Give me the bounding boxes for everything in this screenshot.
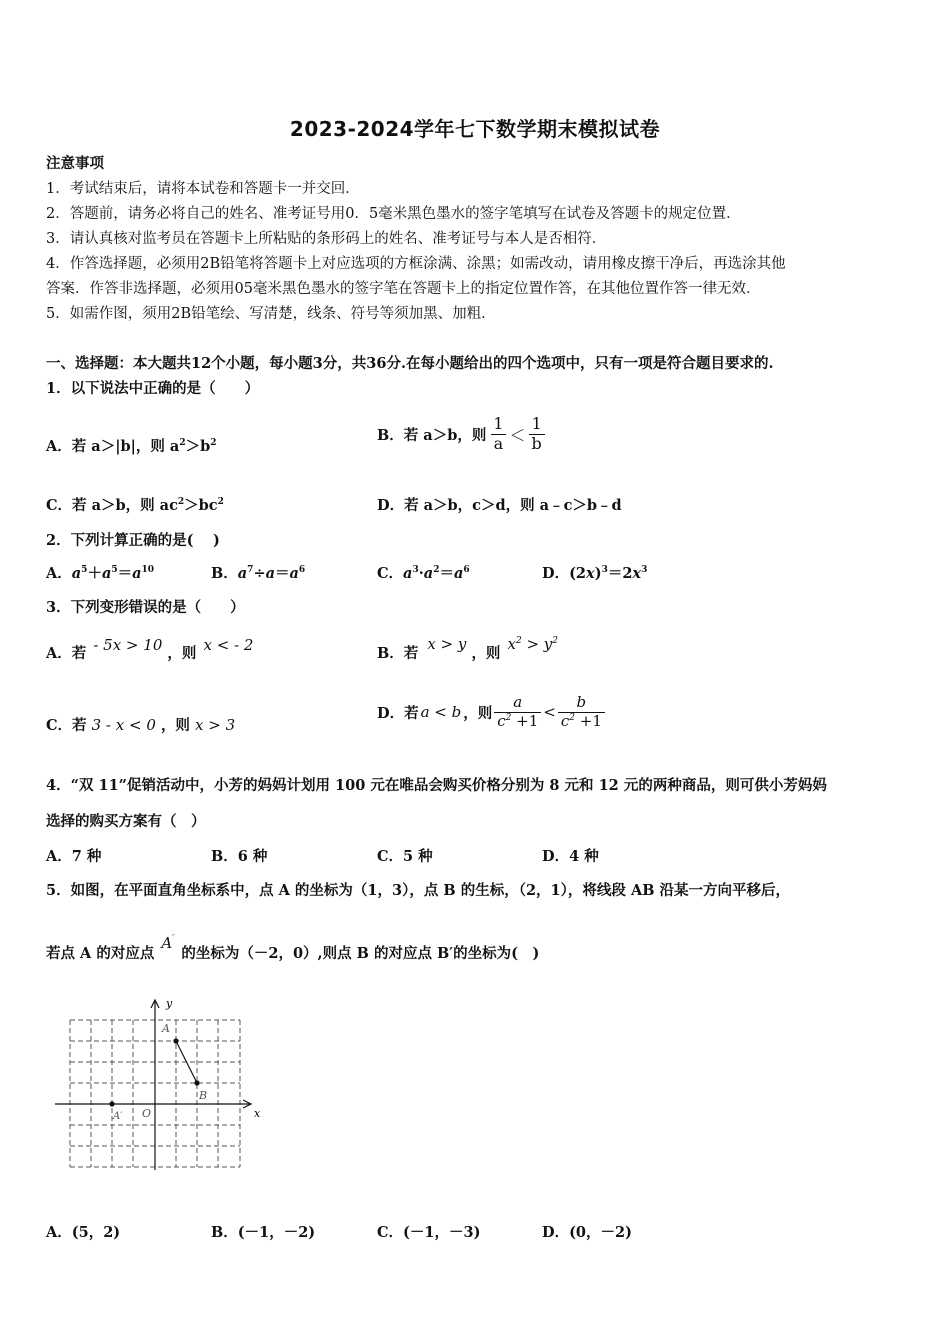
q5-line-2: 若点 A 的对应点 A′ 的坐标为（－2，0）,则点 B 的对应点 B′的坐标为( ) (46, 934, 540, 962)
origin-label: O (142, 1107, 152, 1120)
notice-item-4-cont: 答案．作答非选择题，必须用05毫米黑色墨水的签字笔在答题卡上的指定位置作答，在其他位置作答一律无效． (46, 281, 761, 297)
q3-stem: 3．下列变形错误的是（ ） (46, 599, 245, 616)
y-axis-label: y (166, 997, 173, 1010)
notice-item-2: 2．答题前，请务必将自己的姓名、准考证号用0．5毫米黑色墨水的签字笔填写在试卷及答题卡的规定位置． (46, 206, 741, 222)
q1-option-d: D．若 a＞b，c＞d，则 a﹣c＞b﹣d (377, 497, 622, 514)
x-axis-label: x (254, 1107, 261, 1120)
q4-line-2: 选择的购买方案有（ ） (46, 813, 206, 830)
page-title: 2023-2024学年七下数学期末模拟试卷 (289, 117, 661, 141)
notice-heading: 注意事项 (46, 155, 104, 172)
q5-option-c: C．(－1，－3) (377, 1224, 481, 1241)
q2-option-a: A．$a^5+a^5=a^{10}$ (46, 565, 155, 582)
q2-option-c: C．$a^3\cdot a^2=a^6$ (377, 565, 470, 582)
q3-option-b: B．若 x > y ，则 $x^2 > y^2$ (377, 635, 559, 662)
fraction-a-over-c2-plus-1: $\frac{a}{c^2 +1}$ (494, 694, 541, 730)
q4-option-c: C．5 种 (377, 848, 433, 865)
point-b (194, 1080, 199, 1085)
q3-option-d: D．若 a < b ，则 $\frac{a}{c^2 +1}$ < $\frac{b}{c^2 +1}$ (377, 686, 605, 738)
q2-stem: 2．下列计算正确的是( ) (46, 532, 220, 549)
q3-option-c: C．若 3 - x < 0 ，则 x > 3 (46, 716, 236, 734)
point-a-prime-label: A′ (113, 1111, 123, 1122)
fraction-1-over-a: $\frac{1}{a}$ (490, 415, 506, 453)
q5-option-b: B．(－1，－2) (211, 1224, 316, 1241)
q5-option-d: D．(0，－2) (542, 1224, 632, 1241)
point-a-prime (109, 1101, 114, 1106)
notice-item-3: 3．请认真核对监考员在答题卡上所粘贴的条形码上的姓名、准考证号与本人是否相符． (46, 231, 607, 247)
q3-option-a: A．若 - 5x > 10 ，则 x < - 2 (46, 636, 254, 662)
notice-item-5: 5．如需作图，须用2B铅笔绘、写清楚，线条、符号等须加黑、加粗． (46, 306, 496, 322)
point-b-label: B (199, 1089, 208, 1102)
q2-option-d: D．$(2x)^3=2x^3$ (542, 565, 648, 582)
notice-item-1: 1．考试结束后，请将本试卷和答题卡一并交回． (46, 181, 360, 197)
q5-option-a: A．(5，2) (46, 1224, 121, 1241)
q4-line-1: 4．“双 11”促销活动中，小芳的妈妈计划用 100 元在唯品会购买价格分别为 8 元和 12 元的两种商品，则可供小芳妈妈 (46, 777, 827, 794)
q4-option-b: B．6 种 (211, 848, 268, 865)
fraction-b-over-c2-plus-1: $\frac{b}{c^2 +1}$ (558, 694, 605, 730)
a-prime-symbol: A′ (161, 934, 175, 952)
notice-item-4: 4．作答选择题，必须用2B铅笔将答题卡上对应选项的方框涂满、涂黑；如需改动，请用橡皮擦干净后，再选涂其他 (46, 256, 786, 272)
coordinate-figure (50, 995, 280, 1180)
point-a (173, 1038, 178, 1043)
point-a-label: A (162, 1022, 170, 1035)
q4-option-a: A．7 种 (46, 848, 102, 865)
q1-option-a: A．若 a＞|b|，则 $a^2>b^2$ (46, 438, 217, 455)
q4-option-d: D．4 种 (542, 848, 599, 865)
q1-option-b: B．若 a＞b，则 $\frac{1}{a}$ ＜ $\frac{1}{b}$ (377, 410, 545, 458)
section-heading: 一、选择题：本大题共12个小题，每小题3分，共36分.在每小题给出的四个选项中，只有一项是符合题目要求的. (46, 355, 774, 372)
q2-option-b: B．$a^7\div a=a^6$ (211, 565, 306, 582)
q1-stem: 1．以下说法中正确的是（ ） (46, 380, 260, 397)
fraction-1-over-b: $\frac{1}{b}$ (529, 415, 545, 453)
q5-line-1: 5．如图，在平面直角坐标系中，点 A 的坐标为（1，3），点 B 的生标，（2，1），将线段 AB 沿某一方向平移后， (46, 882, 790, 899)
q1-option-c: C．若 a＞b，则 $ac^2>bc^2$ (46, 497, 224, 514)
